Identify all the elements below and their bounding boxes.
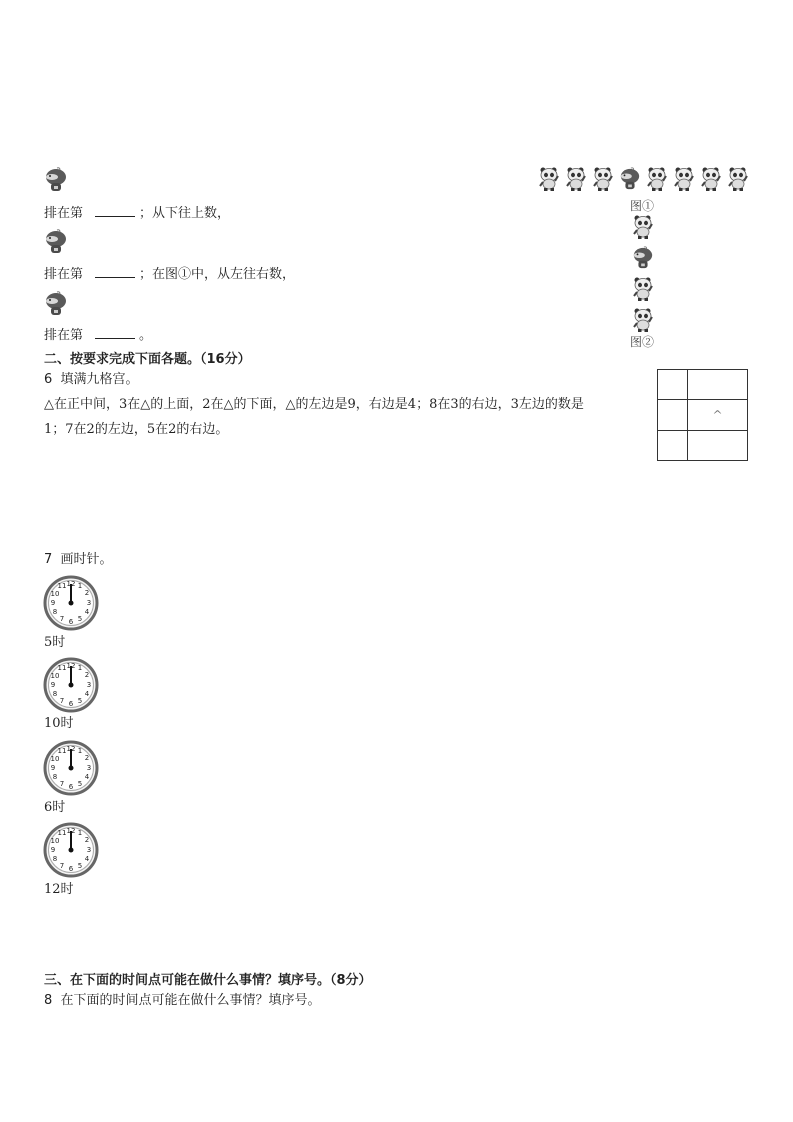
panda-icon bbox=[700, 166, 722, 192]
clock-3[interactable] bbox=[43, 740, 99, 800]
q5-line-1-suffix: ；从下往上数， bbox=[139, 206, 231, 221]
mouse-icon bbox=[44, 290, 68, 322]
mouse-icon bbox=[44, 228, 68, 260]
panda-icon bbox=[565, 166, 587, 192]
q7-title-line bbox=[44, 552, 113, 568]
clock-icon bbox=[43, 575, 99, 631]
grid-cell[interactable] bbox=[688, 370, 748, 400]
grid-cell[interactable] bbox=[688, 431, 748, 461]
panda-icon bbox=[538, 166, 560, 192]
q6-title-line bbox=[44, 372, 139, 388]
clock-4-label: 12时 bbox=[44, 882, 74, 897]
figure-1-row bbox=[538, 166, 749, 192]
q6-instructions-line-1: △在正中间，3在△的上面，2在△的下面，△的左边是9，右边是4；8在3的右边，3左边的数是 bbox=[44, 397, 584, 412]
clock-1-label: 5时 bbox=[44, 635, 66, 650]
panda-icon bbox=[632, 276, 654, 302]
section-3-heading: 三、在下面的时间点可能在做什么事情？填序号。（8分） bbox=[44, 973, 372, 988]
q5-line-1-prefix: 排在第 bbox=[44, 206, 84, 221]
grid-cell[interactable] bbox=[658, 400, 688, 431]
clock-3-label: 6时 bbox=[44, 800, 66, 815]
section-2-heading: 二、按要求完成下面各题。（16分） bbox=[44, 352, 251, 367]
mouse-icon bbox=[632, 245, 654, 271]
grid-cell-center[interactable]: ^ bbox=[688, 400, 748, 431]
q5-line-3-prefix: 排在第 bbox=[44, 328, 84, 343]
q5-line-2 bbox=[44, 265, 295, 283]
q5-line-3-suffix: 。 bbox=[139, 328, 153, 343]
clock-icon bbox=[43, 740, 99, 796]
q7-number: 7 bbox=[44, 552, 53, 567]
q8-number: 8 bbox=[44, 993, 53, 1008]
clock-2-label: 10时 bbox=[44, 716, 74, 731]
q7-title: 画时针。 bbox=[60, 552, 113, 567]
panda-icon bbox=[592, 166, 614, 192]
q5-line-1 bbox=[44, 204, 230, 222]
q8-title-line bbox=[44, 993, 321, 1009]
clock-icon bbox=[43, 657, 99, 713]
q8-title: 在下面的时间点可能在做什么事情？填序号。 bbox=[60, 993, 321, 1008]
figure-2-column bbox=[632, 214, 654, 333]
panda-icon bbox=[727, 166, 749, 192]
figure-1-caption: 图① bbox=[630, 199, 655, 213]
q5-line-3 bbox=[44, 326, 152, 344]
panda-icon bbox=[632, 307, 654, 333]
clock-icon bbox=[43, 822, 99, 878]
nine-grid bbox=[657, 369, 748, 461]
panda-icon bbox=[632, 214, 654, 240]
clock-2[interactable] bbox=[43, 657, 99, 717]
answer-blank-2[interactable] bbox=[95, 265, 135, 278]
q6-title: 填满九格宫。 bbox=[60, 372, 139, 387]
q5-line-2-prefix: 排在第 bbox=[44, 267, 84, 282]
clock-1[interactable] bbox=[43, 575, 99, 635]
mouse-icon bbox=[619, 166, 641, 192]
grid-cell[interactable] bbox=[658, 370, 688, 400]
clock-4[interactable] bbox=[43, 822, 99, 882]
answer-blank-3[interactable] bbox=[95, 326, 135, 339]
q6-instructions-line-2: 1；7在2的左边，5在2的右边。 bbox=[44, 422, 229, 437]
q5-line-2-suffix: ；在图①中，从左往右数， bbox=[139, 267, 296, 282]
q6-number: 6 bbox=[44, 372, 53, 387]
mouse-icon bbox=[44, 166, 68, 198]
panda-icon bbox=[673, 166, 695, 192]
grid-cell[interactable] bbox=[658, 431, 688, 461]
panda-icon bbox=[646, 166, 668, 192]
answer-blank-1[interactable] bbox=[95, 204, 135, 217]
figure-2-caption: 图② bbox=[630, 335, 655, 349]
